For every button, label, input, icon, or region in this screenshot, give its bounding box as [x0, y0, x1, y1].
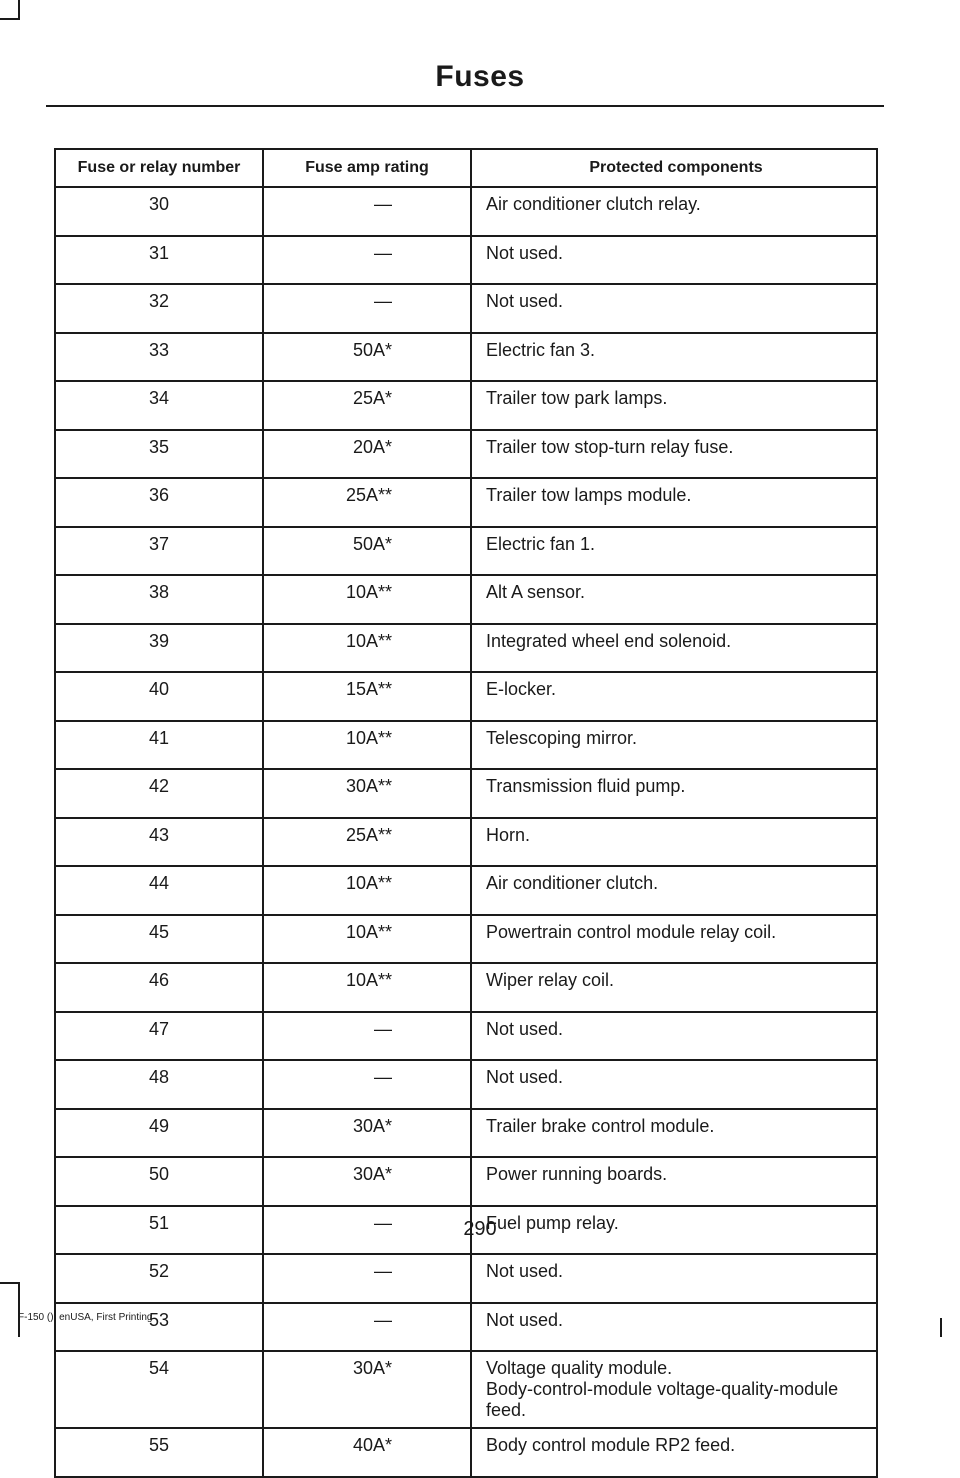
component-text: Voltage quality module.: [486, 1358, 673, 1378]
fuse-number-cell: 37: [55, 527, 263, 576]
amp-rating-cell: 50A*: [263, 333, 471, 382]
fuse-number-cell: 53: [55, 1303, 263, 1352]
amp-rating-cell: 10A**: [263, 866, 471, 915]
protected-component-cell: [471, 963, 877, 1012]
fuse-table: [54, 148, 878, 1478]
protected-component-cell: [471, 1109, 877, 1158]
amp-rating-cell: —: [263, 1303, 471, 1352]
column-header-number: Fuse or relay number: [55, 149, 263, 187]
fuse-number-cell: 50: [55, 1157, 263, 1206]
fuse-number-cell: 42: [55, 769, 263, 818]
protected-component-cell: [471, 1428, 877, 1477]
fuse-number-cell: 40: [55, 672, 263, 721]
amp-rating-cell: —: [263, 1060, 471, 1109]
fuse-number-cell: 39: [55, 624, 263, 673]
crop-mark: [0, 1282, 20, 1284]
component-text: Power running boards.: [486, 1164, 668, 1184]
table-row: [55, 284, 877, 333]
amp-rating-cell: 10A**: [263, 915, 471, 964]
crop-mark: [0, 18, 20, 20]
table-row: [55, 1351, 877, 1428]
component-text: Trailer tow lamps module.: [486, 485, 692, 505]
protected-component-cell: [471, 527, 877, 576]
amp-rating-cell: 40A*: [263, 1428, 471, 1477]
table-row: [55, 575, 877, 624]
protected-component-cell: [471, 187, 877, 236]
component-text: Not used.: [486, 1309, 564, 1330]
amp-rating-cell: 10A**: [263, 721, 471, 770]
table-header-row: [55, 149, 877, 187]
protected-component-cell: [471, 284, 877, 333]
component-text: Not used.: [486, 242, 564, 263]
amp-rating-cell: —: [263, 1012, 471, 1061]
table-row: [55, 333, 877, 382]
component-text: Trailer tow stop-turn relay fuse.: [486, 436, 734, 457]
amp-rating-cell: —: [263, 284, 471, 333]
amp-rating-cell: 25A**: [263, 478, 471, 527]
fuse-number-cell: 54: [55, 1351, 263, 1428]
amp-rating-cell: —: [263, 1254, 471, 1303]
fuse-number-cell: 44: [55, 866, 263, 915]
fuse-number-cell: 46: [55, 963, 263, 1012]
fuse-number-cell: 49: [55, 1109, 263, 1158]
page-title: Fuses: [435, 60, 525, 93]
component-text: Transmission fluid pump.: [486, 776, 686, 796]
amp-rating-cell: 20A*: [263, 430, 471, 479]
component-text: Fuel pump relay.: [486, 1212, 619, 1233]
table-row: [55, 1157, 877, 1206]
component-text: Wiper relay coil.: [486, 970, 615, 990]
protected-component-cell: [471, 1012, 877, 1061]
component-text: Not used.: [486, 1018, 564, 1039]
protected-component-cell: [471, 1157, 877, 1206]
protected-component-cell: [471, 1303, 877, 1352]
protected-component-cell: [471, 769, 877, 818]
fuse-number-cell: 36: [55, 478, 263, 527]
protected-component-cell: [471, 672, 877, 721]
crop-mark: [18, 0, 20, 20]
fuse-number-cell: 45: [55, 915, 263, 964]
footer-text: F-150 (), enUSA, First Printing: [18, 1312, 153, 1323]
table-row: [55, 672, 877, 721]
protected-component-cell: [471, 236, 877, 285]
fuse-number-cell: 33: [55, 333, 263, 382]
protected-component-cell: [471, 1060, 877, 1109]
fuse-number-cell: 43: [55, 818, 263, 867]
fuse-number-cell: 34: [55, 381, 263, 430]
protected-component-cell: [471, 575, 877, 624]
component-text: Integrated wheel end solenoid.: [486, 630, 732, 651]
fuse-number-cell: 55: [55, 1428, 263, 1477]
table-row: [55, 527, 877, 576]
component-text: Air conditioner clutch relay.: [486, 194, 701, 214]
table-row: [55, 187, 877, 236]
amp-rating-cell: 30A**: [263, 769, 471, 818]
protected-component-cell: [471, 624, 877, 673]
protected-component-cell: [471, 818, 877, 867]
table-row: [55, 915, 877, 964]
amp-rating-cell: 25A**: [263, 818, 471, 867]
component-text: Body control module RP2 feed.: [486, 1435, 736, 1455]
header-divider: [46, 105, 884, 107]
table-row: [55, 478, 877, 527]
table-row: [55, 1012, 877, 1061]
fuse-number-cell: 41: [55, 721, 263, 770]
fuse-number-cell: 38: [55, 575, 263, 624]
component-text: Electric fan 1.: [486, 533, 596, 554]
column-header-rating: Fuse amp rating: [263, 149, 471, 187]
amp-rating-cell: 10A**: [263, 624, 471, 673]
component-text: E-locker.: [486, 679, 557, 699]
protected-component-cell: [471, 866, 877, 915]
table-row: [55, 624, 877, 673]
column-header-components: Protected components: [471, 149, 877, 187]
component-text: Horn.: [486, 824, 531, 845]
component-text-line2: Body-control-module voltage-quality-module feed.: [486, 1379, 839, 1420]
table-row: [55, 866, 877, 915]
component-text: Not used.: [486, 1067, 564, 1087]
amp-rating-cell: —: [263, 236, 471, 285]
fuse-number-cell: 48: [55, 1060, 263, 1109]
table-row: [55, 381, 877, 430]
page-number: 290: [463, 1218, 497, 1240]
table-row: [55, 1254, 877, 1303]
table-row: [55, 963, 877, 1012]
amp-rating-cell: —: [263, 187, 471, 236]
amp-rating-cell: 30A*: [263, 1157, 471, 1206]
component-text: Not used.: [486, 291, 564, 311]
amp-rating-cell: —: [263, 1206, 471, 1255]
amp-rating-cell: 10A**: [263, 963, 471, 1012]
protected-component-cell: [471, 478, 877, 527]
table-row: [55, 1428, 877, 1477]
table-row: [55, 430, 877, 479]
fuse-number-cell: 51: [55, 1206, 263, 1255]
protected-component-cell: [471, 381, 877, 430]
component-text: Powertrain control module relay coil.: [486, 921, 777, 942]
fuse-number-cell: 35: [55, 430, 263, 479]
protected-component-cell: [471, 1254, 877, 1303]
fuse-number-cell: 31: [55, 236, 263, 285]
table-row: [55, 236, 877, 285]
fuse-number-cell: 52: [55, 1254, 263, 1303]
component-text: Alt A sensor.: [486, 582, 586, 602]
component-text: Trailer brake control module.: [486, 1115, 715, 1136]
table-row: [55, 1109, 877, 1158]
protected-component-cell: [471, 1351, 877, 1428]
table-row: [55, 1060, 877, 1109]
fuse-number-cell: 32: [55, 284, 263, 333]
amp-rating-cell: 15A**: [263, 672, 471, 721]
component-text: Electric fan 3.: [486, 339, 596, 360]
crop-mark: [18, 1282, 20, 1337]
table-row: [55, 721, 877, 770]
crop-mark: [940, 1318, 942, 1337]
component-text: Trailer tow park lamps.: [486, 388, 668, 408]
protected-component-cell: [471, 721, 877, 770]
component-text: Air conditioner clutch.: [486, 873, 659, 893]
amp-rating-cell: 50A*: [263, 527, 471, 576]
table-row: [55, 1303, 877, 1352]
amp-rating-cell: 25A*: [263, 381, 471, 430]
fuse-table-body: [55, 187, 877, 1477]
fuse-number-cell: 47: [55, 1012, 263, 1061]
table-row: [55, 818, 877, 867]
component-text: Telescoping mirror.: [486, 727, 638, 748]
component-text: Not used.: [486, 1261, 564, 1281]
protected-component-cell: [471, 915, 877, 964]
amp-rating-cell: 30A*: [263, 1109, 471, 1158]
fuse-number-cell: 30: [55, 187, 263, 236]
amp-rating-cell: 30A*: [263, 1351, 471, 1428]
protected-component-cell: [471, 430, 877, 479]
protected-component-cell: [471, 333, 877, 382]
amp-rating-cell: 10A**: [263, 575, 471, 624]
table-row: [55, 769, 877, 818]
